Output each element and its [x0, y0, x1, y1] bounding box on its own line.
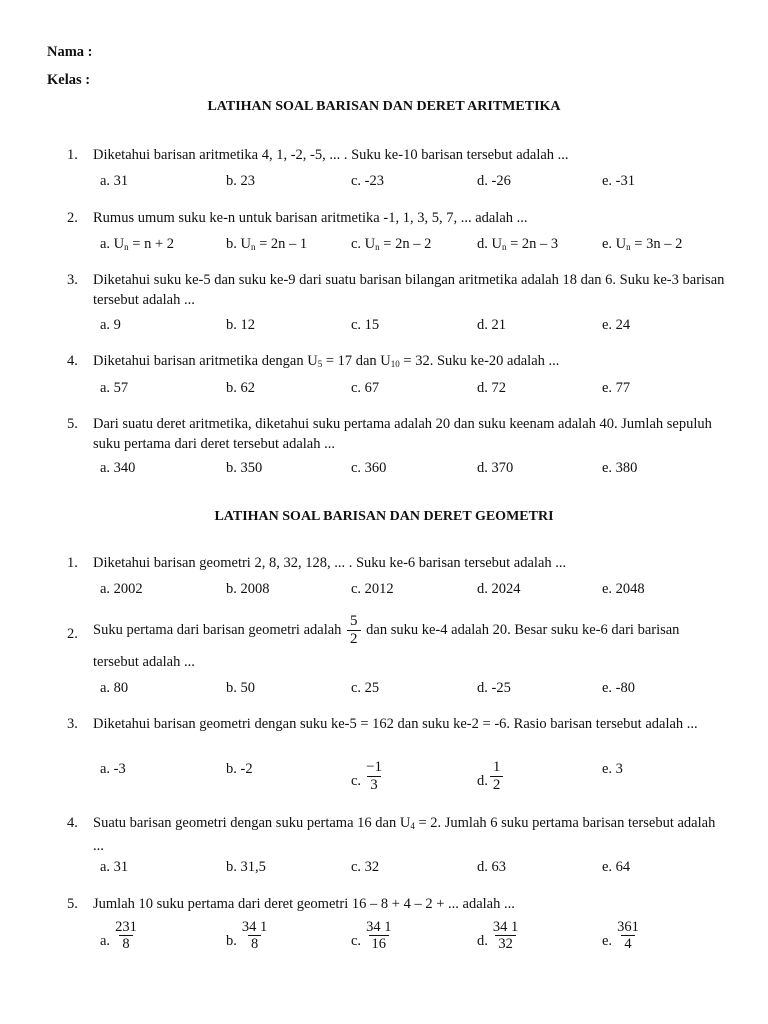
- options-a1: [100, 173, 740, 203]
- question-a5: [67, 414, 727, 454]
- options-g1: [100, 581, 740, 611]
- text-part: Suatu barisan geometri dengan suku pertama 16 dan U: [93, 815, 411, 831]
- fraction: [347, 614, 361, 648]
- option-a[interactable]: a. 57: [100, 380, 129, 396]
- option-e[interactable]: e. 2048: [602, 581, 645, 597]
- question-g2: [67, 614, 727, 648]
- option-label: d.: [477, 773, 488, 790]
- option-b[interactable]: b. 350: [226, 460, 263, 476]
- option-rest: = 2n – 3: [506, 236, 559, 252]
- option-b[interactable]: [226, 236, 307, 253]
- option-a[interactable]: a. 31: [100, 859, 129, 875]
- fraction: [490, 920, 521, 952]
- option-a[interactable]: a. 340: [100, 460, 136, 476]
- nama-label: Nama :: [47, 44, 93, 60]
- option-label: a.: [100, 932, 111, 949]
- option-d[interactable]: d. 370: [477, 460, 514, 476]
- question-g5: [67, 894, 727, 914]
- options-a3: [100, 317, 740, 347]
- fraction-denominator: 8: [248, 935, 261, 952]
- question-a4: [67, 351, 727, 374]
- option-label: c.: [351, 932, 362, 949]
- option-c[interactable]: [351, 760, 387, 794]
- option-d[interactable]: d. 21: [477, 317, 506, 333]
- question-g4: [67, 813, 727, 856]
- option-label: b.: [226, 932, 237, 949]
- question-number: 3.: [67, 272, 78, 288]
- question-a2: [67, 208, 727, 228]
- fraction-denominator: 16: [369, 935, 390, 952]
- option-b[interactable]: b. 50: [226, 680, 255, 696]
- fraction-denominator: 4: [621, 935, 634, 952]
- question-number: 2.: [67, 210, 78, 226]
- option-e[interactable]: e. 24: [602, 317, 631, 333]
- question-text: Diketahui barisan aritmetika 4, 1, -2, -5, ... . Suku ke-10 barisan tersebut adalah ...: [93, 147, 569, 163]
- option-label: d.: [477, 932, 488, 949]
- question-g2-cont: [67, 652, 727, 672]
- subscript: n: [375, 242, 380, 252]
- subscript: n: [250, 242, 256, 252]
- question-text: [93, 351, 727, 374]
- option-prefix: e. U: [602, 236, 627, 252]
- fraction: [363, 760, 385, 794]
- subscript: n: [626, 242, 631, 252]
- subscript: n: [501, 242, 507, 252]
- option-b[interactable]: [226, 920, 272, 952]
- fraction: [112, 920, 140, 952]
- question-number: 2.: [67, 626, 78, 642]
- option-d[interactable]: d. 72: [477, 380, 506, 396]
- option-e[interactable]: [602, 236, 682, 253]
- option-rest: = 3n – 2: [630, 236, 683, 252]
- option-rest: = 2n – 2: [379, 236, 432, 252]
- option-b[interactable]: b. 62: [226, 380, 255, 396]
- question-a3: [67, 270, 727, 310]
- option-c[interactable]: c. 2012: [351, 581, 394, 597]
- options-a4: [100, 380, 740, 410]
- options-g2: [100, 680, 740, 710]
- option-a[interactable]: a. 2002: [100, 581, 143, 597]
- text-part: dan suku ke-4 adalah 20. Besar suku ke-6 dari barisan: [366, 622, 680, 639]
- options-a5: [100, 460, 740, 490]
- text-part: = 17 dan U: [322, 353, 391, 369]
- option-a[interactable]: a. 80: [100, 680, 129, 696]
- fraction-numerator: 34 1: [366, 919, 392, 935]
- question-text: [93, 813, 727, 856]
- fraction: [614, 920, 642, 952]
- question-number: 1.: [67, 555, 78, 571]
- fraction-denominator: 2: [347, 630, 361, 648]
- option-d[interactable]: d. -26: [477, 173, 511, 189]
- option-rest: = 2n – 1: [255, 236, 308, 252]
- question-a1: [67, 145, 727, 165]
- option-prefix: c. U: [351, 236, 376, 252]
- question-text: Diketahui suku ke-5 dan suku ke-9 dari suatu barisan bilangan aritmetika adalah 18 dan 6. Suku ke-3 barisan tersebut adalah ...: [93, 272, 725, 308]
- question-g1: [67, 553, 727, 573]
- fraction-denominator: 3: [367, 776, 381, 794]
- fraction: [490, 760, 504, 794]
- option-a[interactable]: [100, 236, 174, 253]
- option-c[interactable]: c. -23: [351, 173, 385, 189]
- option-b[interactable]: b. 31,5: [226, 859, 266, 875]
- option-label: e.: [602, 932, 613, 949]
- option-b[interactable]: b. 12: [226, 317, 255, 333]
- fraction-numerator: −1: [366, 759, 383, 775]
- option-d[interactable]: [477, 236, 558, 253]
- option-c[interactable]: [351, 236, 431, 253]
- option-c[interactable]: [351, 920, 396, 952]
- options-g3: [100, 760, 740, 800]
- fraction-numerator: 34 1: [492, 919, 519, 935]
- fraction-numerator: 231: [115, 919, 137, 935]
- subscript: 5: [317, 359, 323, 369]
- section-title-aritmetika: LATIHAN SOAL BARISAN DAN DERET ARITMETIKA: [207, 99, 561, 114]
- question-text: Diketahui barisan geometri dengan suku ke-5 = 162 dan suku ke-2 = -6. Rasio barisan tersebut adalah ...: [93, 716, 698, 732]
- option-b[interactable]: b. 23: [226, 173, 255, 189]
- question-number: 5.: [67, 896, 78, 912]
- question-text: Rumus umum suku ke-n untuk barisan aritmetika -1, 1, 3, 5, 7, ... adalah ...: [93, 210, 528, 226]
- subscript: n: [124, 242, 129, 252]
- options-g5: [100, 920, 740, 960]
- option-a[interactable]: [100, 920, 142, 952]
- subscript: 10: [390, 359, 400, 369]
- option-e[interactable]: e. -31: [602, 173, 636, 189]
- option-prefix: a. U: [100, 236, 125, 252]
- option-e[interactable]: e. 380: [602, 460, 638, 476]
- option-b[interactable]: b. -2: [226, 761, 253, 777]
- fraction-numerator: 1: [492, 759, 501, 775]
- question-number: 4.: [67, 353, 78, 369]
- subscript: 4: [410, 821, 415, 831]
- option-d[interactable]: [477, 920, 523, 952]
- option-e[interactable]: e. 3: [602, 761, 623, 777]
- option-a[interactable]: a. 31: [100, 173, 129, 189]
- option-b[interactable]: b. 2008: [226, 581, 270, 597]
- question-number: 3.: [67, 716, 78, 732]
- fraction-numerator: 5: [350, 613, 358, 629]
- fraction-denominator: 8: [119, 935, 132, 952]
- fraction: [239, 920, 270, 952]
- option-rest: = n + 2: [128, 236, 175, 252]
- fraction-numerator: 361: [617, 919, 639, 935]
- question-number: 5.: [67, 416, 78, 432]
- section-title-geometri: LATIHAN SOAL BARISAN DAN DERET GEOMETRI: [214, 509, 554, 524]
- fraction-denominator: 32: [495, 935, 516, 952]
- text-part: Suku pertama dari barisan geometri adalah: [93, 622, 342, 639]
- fraction-denominator: 2: [490, 776, 504, 794]
- option-e[interactable]: e. 77: [602, 380, 631, 396]
- option-c[interactable]: c. 32: [351, 859, 380, 875]
- option-d[interactable]: d. 63: [477, 859, 506, 875]
- option-label: c.: [351, 773, 362, 790]
- option-a[interactable]: a. 9: [100, 317, 121, 333]
- option-d[interactable]: d. -25: [477, 680, 511, 696]
- text-part: = 32. Suku ke-20 adalah ...: [399, 353, 560, 369]
- question-number: 4.: [67, 815, 78, 831]
- option-e[interactable]: e. 64: [602, 859, 631, 875]
- option-a[interactable]: a. -3: [100, 761, 126, 777]
- question-number: 1.: [67, 147, 78, 163]
- question-text: Jumlah 10 suku pertama dari deret geometri 16 – 8 + 4 – 2 + ... adalah ...: [93, 896, 515, 912]
- fraction-numerator: 34 1: [241, 919, 268, 935]
- option-c[interactable]: c. 25: [351, 680, 380, 696]
- text-part: Diketahui barisan aritmetika dengan U: [93, 353, 318, 369]
- options-a2: [100, 236, 740, 266]
- fraction: [363, 920, 394, 952]
- option-c[interactable]: c. 67: [351, 380, 380, 396]
- option-c[interactable]: c. 15: [351, 317, 380, 333]
- question-text: [93, 614, 727, 648]
- text-part: = 2. Jumlah 6 suku pertama barisan tersebut adalah ...: [93, 815, 716, 854]
- text-part: tersebut adalah ...: [93, 654, 195, 670]
- option-c[interactable]: c. 360: [351, 460, 387, 476]
- option-d[interactable]: d. 2024: [477, 581, 521, 597]
- question-text: Dari suatu deret aritmetika, diketahui suku pertama adalah 20 dan suku keenam adalah 40. Jumlah sepuluh suku pertama dari deret tersebut adalah ...: [93, 416, 712, 452]
- option-prefix: d. U: [477, 236, 502, 252]
- options-g4: [100, 859, 740, 889]
- option-d[interactable]: [477, 760, 505, 794]
- option-e[interactable]: e. -80: [602, 680, 636, 696]
- question-g3: [67, 714, 727, 734]
- kelas-label: Kelas :: [47, 72, 91, 88]
- option-prefix: b. U: [226, 236, 251, 252]
- question-text: Diketahui barisan geometri 2, 8, 32, 128, ... . Suku ke-6 barisan tersebut adalah ...: [93, 555, 567, 571]
- option-e[interactable]: [602, 920, 644, 952]
